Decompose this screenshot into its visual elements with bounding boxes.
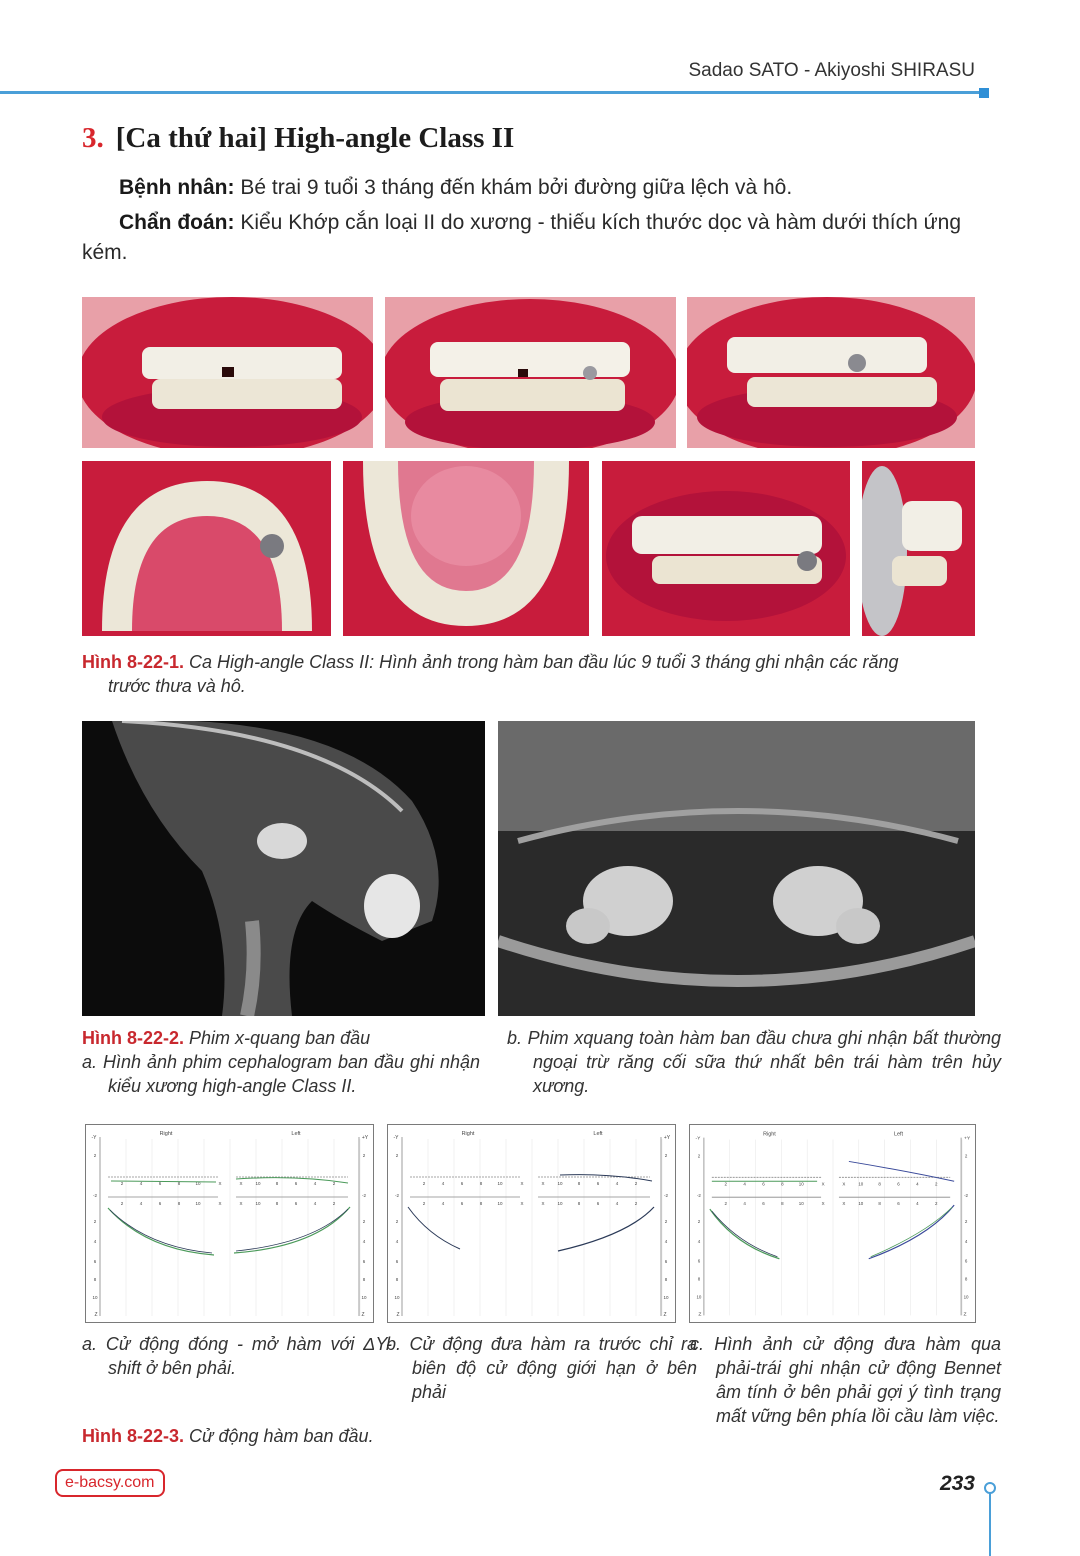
- intraoral-photo-lower-occlusal: [343, 461, 589, 636]
- y-tick-label-left: 4: [93, 1239, 97, 1244]
- y-tick-label-right: 4: [664, 1239, 668, 1244]
- x-tick-label: 8: [177, 1181, 181, 1186]
- diagnosis-paragraph: [82, 208, 975, 268]
- y-tick-label-left: -2: [394, 1193, 400, 1198]
- label-left: Left: [893, 1131, 904, 1138]
- x-tick-label: 10: [195, 1201, 201, 1206]
- tracing-lateral-right-return: [712, 1211, 778, 1257]
- x-tick-label: 10: [497, 1181, 503, 1186]
- x-tick-label: 6: [596, 1201, 600, 1206]
- jaw-tracing-svg-a: [86, 1125, 373, 1322]
- diagnosis-label: Chẩn đoán:: [119, 211, 235, 234]
- tracing-open-close-right-return: [110, 1210, 212, 1253]
- tracing-lateral-left-return: [871, 1207, 952, 1257]
- jaw-tracing-svg-b: [388, 1125, 675, 1322]
- y-tick-label-left: 2: [697, 1219, 701, 1225]
- x-tick-label: 2: [332, 1181, 336, 1186]
- page-marker-line: [989, 1490, 991, 1556]
- figure-2-caption: [82, 1026, 480, 1098]
- tracing-upper-left: [236, 1178, 348, 1183]
- y-tick-label-right: 6: [664, 1259, 668, 1264]
- header-square-marker: [979, 88, 989, 98]
- x-tick-label: 10: [557, 1201, 563, 1206]
- figure-1-label: Hình 8-22-1.: [82, 652, 185, 672]
- intraoral-photo-right: [82, 297, 373, 448]
- x-tick-label: 10: [798, 1201, 804, 1207]
- x-tick-label: 6: [762, 1181, 765, 1187]
- x-axis-label: X: [842, 1181, 846, 1187]
- section-number: 3.: [82, 122, 104, 154]
- x-tick-label: 8: [577, 1201, 581, 1206]
- x-tick-label: 10: [497, 1201, 503, 1206]
- jaw-tracing-svg-c: [690, 1125, 975, 1322]
- x-axis-label: X: [520, 1201, 524, 1206]
- label-right: Right: [461, 1131, 475, 1137]
- x-tick-label: 10: [557, 1181, 563, 1186]
- x-tick-label: 8: [479, 1201, 483, 1206]
- x-tick-label: 10: [195, 1181, 201, 1186]
- x-tick-label: 4: [441, 1181, 445, 1186]
- x-tick-label: 2: [935, 1181, 938, 1187]
- y-tick-label-right: 10: [361, 1295, 367, 1300]
- tracing-protrusive-left: [558, 1207, 654, 1251]
- x-tick-label: 6: [897, 1181, 900, 1187]
- y-tick-label-right: 6: [964, 1258, 968, 1264]
- y-tick-label-left: 2: [395, 1153, 399, 1158]
- axis-label-pos-y: +Y: [361, 1135, 369, 1141]
- x-tick-label: 2: [724, 1201, 727, 1207]
- x-tick-label: 6: [460, 1201, 464, 1206]
- tracing-open-close-left: [234, 1207, 350, 1253]
- figure-2-item-b: b. Phim xquang toàn hàm ban đầu chưa ghi nhận bất thường ngoại trừ răng cối sữa thứ nhất bên trái hàm trên hủy xương.: [507, 1028, 1001, 1096]
- y-tick-label-right: 8: [664, 1277, 668, 1282]
- x-tick-label: 4: [743, 1181, 746, 1187]
- x-tick-label: 8: [577, 1181, 581, 1186]
- x-tick-label: 6: [460, 1181, 464, 1186]
- section-title: [82, 122, 514, 155]
- x-tick-label: 6: [294, 1201, 298, 1206]
- y-tick-label-right: 8: [362, 1277, 366, 1282]
- y-tick-label-right: 8: [964, 1276, 968, 1282]
- y-tick-label-left: 2: [93, 1219, 97, 1224]
- label-right: Right: [763, 1131, 776, 1138]
- tracing-protrusive-right: [408, 1207, 460, 1249]
- figure-3-sub-a: a. Cử động đóng - mở hàm với ΔY-shift ở bên phải.: [82, 1334, 392, 1378]
- x-axis-label: X: [821, 1181, 825, 1187]
- patient-text: Bé trai 9 tuổi 3 tháng đến khám bởi đường giữa lệch và hô.: [234, 176, 793, 199]
- x-tick-label: 2: [935, 1201, 938, 1207]
- x-tick-label: 6: [596, 1181, 600, 1186]
- y-tick-label-left: -2: [92, 1193, 98, 1198]
- y-tick-label-right: 2: [362, 1153, 366, 1158]
- x-tick-label: 8: [781, 1181, 784, 1187]
- x-axis-label: X: [541, 1181, 545, 1186]
- page-number: 233: [939, 1472, 975, 1495]
- axis-label-z-right: Z: [663, 1312, 667, 1318]
- figure-1-caption: [82, 650, 975, 698]
- page-marker-dot: [984, 1482, 996, 1494]
- x-tick-label: 8: [878, 1181, 881, 1187]
- figure-3-title: Cử động hàm ban đầu.: [184, 1426, 374, 1446]
- y-tick-label-right: 2: [664, 1153, 668, 1158]
- y-tick-label-left: 8: [395, 1277, 399, 1282]
- y-tick-label-right: 10: [963, 1294, 969, 1300]
- y-tick-label-right: 4: [964, 1238, 968, 1244]
- intraoral-photo-upper-occlusal: [82, 461, 331, 636]
- axis-label-neg-y: -Y: [91, 1135, 97, 1141]
- x-tick-label: 8: [781, 1201, 784, 1207]
- y-tick-label-left: 6: [93, 1259, 97, 1264]
- x-tick-label: 10: [798, 1181, 804, 1187]
- x-tick-label: 2: [120, 1181, 124, 1186]
- x-axis-label: X: [218, 1201, 222, 1206]
- figure-1-caption-line2: trước thưa và hô.: [108, 676, 246, 696]
- y-tick-label-left: 4: [697, 1238, 701, 1244]
- x-tick-label: 4: [916, 1181, 919, 1187]
- x-axis-label: X: [218, 1181, 222, 1186]
- x-tick-label: 2: [634, 1201, 638, 1206]
- y-tick-label-right: 2: [964, 1153, 968, 1159]
- y-tick-label-left: 10: [696, 1294, 702, 1300]
- header-rule: [0, 91, 983, 94]
- x-tick-label: 6: [294, 1181, 298, 1186]
- intraoral-photo-oblique: [602, 461, 850, 636]
- x-axis-label: X: [520, 1181, 524, 1186]
- y-tick-label-left: 8: [93, 1277, 97, 1282]
- x-tick-label: 2: [120, 1201, 124, 1206]
- x-tick-label: 2: [634, 1181, 638, 1186]
- x-tick-label: 10: [255, 1201, 261, 1206]
- x-tick-label: 8: [275, 1201, 279, 1206]
- header-authors: Sadao SATO - Akiyoshi SHIRASU: [688, 60, 975, 81]
- label-right: Right: [159, 1131, 173, 1137]
- y-tick-label-left: 2: [93, 1153, 97, 1158]
- x-axis-label: X: [239, 1201, 243, 1206]
- y-tick-label-right: -2: [361, 1193, 367, 1198]
- y-tick-label-right: 2: [964, 1219, 968, 1225]
- figure-2-title: Phim x-quang ban đầu: [184, 1028, 371, 1048]
- x-axis-label: X: [821, 1201, 825, 1207]
- jaw-tracing-chart-c: [689, 1124, 976, 1323]
- intraoral-photo-frontal: [385, 297, 676, 448]
- axis-label-z-left: Z: [94, 1312, 98, 1318]
- panoramic-xray: [498, 721, 975, 1016]
- figure-2-item-a: a. Hình ảnh phim cephalogram ban đầu ghi nhận kiểu xương high-angle Class II.: [82, 1052, 480, 1096]
- y-tick-label-right: 10: [663, 1295, 669, 1300]
- x-tick-label: 2: [332, 1201, 336, 1206]
- x-tick-label: 8: [177, 1201, 181, 1206]
- figure-3-caption: [82, 1426, 374, 1447]
- section-title-text: [Ca thứ hai] High-angle Class II: [115, 122, 515, 154]
- x-axis-label: X: [842, 1201, 846, 1207]
- y-tick-label-right: 4: [362, 1239, 366, 1244]
- footer-site-badge[interactable]: e-bacsy.com: [55, 1469, 165, 1497]
- x-tick-label: 2: [724, 1181, 727, 1187]
- axis-label-z-left: Z: [698, 1312, 702, 1318]
- x-tick-label: 4: [743, 1201, 746, 1207]
- y-tick-label-left: 8: [697, 1276, 701, 1282]
- y-tick-label-right: -2: [663, 1193, 669, 1198]
- diagnosis-text: Kiểu Khớp cắn loại II do xương - thiếu kích thước dọc và hàm dưới thích ứng kém.: [82, 211, 962, 264]
- axis-label-z-left: Z: [396, 1312, 400, 1318]
- tracing-open-close-left-return: [236, 1209, 348, 1251]
- y-tick-label-right: 2: [664, 1219, 668, 1224]
- axis-label-neg-y: -Y: [695, 1136, 701, 1142]
- y-tick-label-left: 2: [697, 1153, 701, 1159]
- x-tick-label: 4: [615, 1181, 619, 1186]
- label-left: Left: [291, 1131, 301, 1137]
- y-tick-label-left: 4: [395, 1239, 399, 1244]
- figure-2-label: Hình 8-22-2.: [82, 1028, 185, 1048]
- x-tick-label: 2: [422, 1201, 426, 1206]
- x-axis-label: X: [541, 1201, 545, 1206]
- x-tick-label: 4: [916, 1201, 919, 1207]
- x-tick-label: 4: [615, 1201, 619, 1206]
- figure-3-sub-b: b. Cử động đưa hàm ra trước chỉ ra biên độ cử động giới hạn ở bên phải: [386, 1334, 697, 1402]
- x-tick-label: 8: [479, 1181, 483, 1186]
- y-tick-label-right: -2: [964, 1193, 969, 1199]
- y-tick-label-left: -2: [696, 1193, 701, 1199]
- intraoral-photo-left: [687, 297, 975, 448]
- x-tick-label: 8: [878, 1201, 881, 1207]
- figure-3-sub-c: c. Hình ảnh cử động đưa hàm qua phải-trái ghi nhận cử động Bennet âm tính ở bên phải gợi ý tình trạng mất vững bên phía lồi cầu làm việc.: [690, 1334, 1001, 1426]
- tracing-upper-left: [849, 1161, 954, 1181]
- y-tick-label-left: 10: [92, 1295, 98, 1300]
- y-tick-label-left: 6: [395, 1259, 399, 1264]
- jaw-tracing-chart-b: [387, 1124, 676, 1323]
- x-tick-label: 6: [158, 1201, 162, 1206]
- axis-label-z-right: Z: [361, 1312, 365, 1318]
- x-axis-label: X: [239, 1181, 243, 1186]
- figure-3-label: Hình 8-22-3.: [82, 1426, 185, 1446]
- tracing-open-close-right: [108, 1208, 214, 1255]
- cephalogram-xray: [82, 721, 485, 1016]
- patient-paragraph: [82, 173, 975, 203]
- x-tick-label: 4: [313, 1181, 317, 1186]
- axis-label-z-right: Z: [963, 1312, 967, 1318]
- axis-label-neg-y: -Y: [393, 1135, 399, 1141]
- jaw-tracing-chart-a: [85, 1124, 374, 1323]
- y-tick-label-left: 6: [697, 1258, 701, 1264]
- y-tick-label-right: 2: [362, 1219, 366, 1224]
- y-tick-label-right: 6: [362, 1259, 366, 1264]
- tracing-lateral-left: [869, 1205, 954, 1259]
- x-tick-label: 4: [139, 1201, 143, 1206]
- y-tick-label-left: 10: [394, 1295, 400, 1300]
- label-left: Left: [593, 1131, 603, 1137]
- figure-1-caption-line1: Ca High-angle Class II: Hình ảnh trong hàm ban đầu lúc 9 tuổi 3 tháng ghi nhận các răng: [184, 652, 899, 672]
- x-tick-label: 10: [858, 1201, 864, 1207]
- axis-label-pos-y: +Y: [663, 1135, 671, 1141]
- x-tick-label: 6: [762, 1201, 765, 1207]
- patient-label: Bệnh nhân:: [119, 176, 235, 199]
- intraoral-photo-overjet: [862, 461, 975, 636]
- x-tick-label: 10: [255, 1181, 261, 1186]
- x-tick-label: 4: [139, 1181, 143, 1186]
- x-tick-label: 8: [275, 1181, 279, 1186]
- tracing-lateral-right: [710, 1209, 780, 1259]
- tracing-upper-left: [560, 1175, 652, 1181]
- x-tick-label: 6: [158, 1181, 162, 1186]
- axis-label-pos-y: +Y: [963, 1136, 971, 1142]
- y-tick-label-left: 2: [395, 1219, 399, 1224]
- x-tick-label: 4: [313, 1201, 317, 1206]
- x-tick-label: 6: [897, 1201, 900, 1207]
- x-tick-label: 10: [858, 1181, 864, 1187]
- x-tick-label: 2: [422, 1181, 426, 1186]
- x-tick-label: 4: [441, 1201, 445, 1206]
